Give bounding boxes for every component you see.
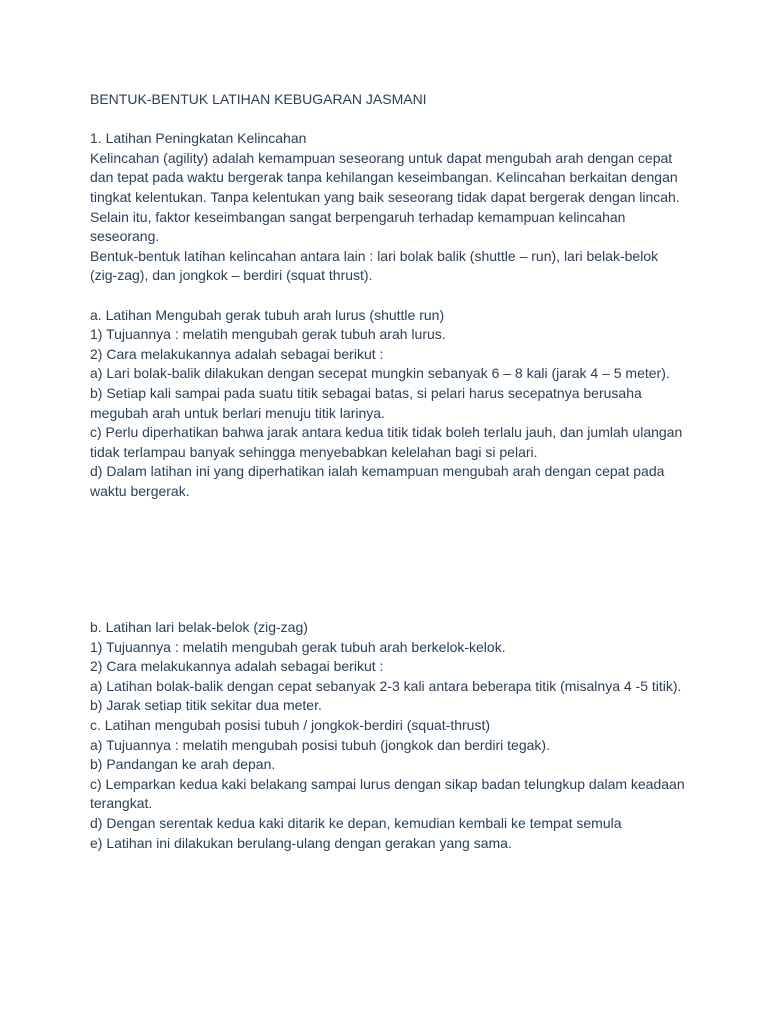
paragraph-line: Kelincahan (agility) adalah kemampuan seseorang untuk dapat mengubah arah dengan cepat [90, 149, 673, 166]
blank-line [90, 286, 730, 306]
list-line: d) Dalam latihan ini yang diperhatikan ialah kemampuan mengubah arah dengan cepat pada [90, 463, 665, 480]
section-a-heading: a. Latihan Mengubah gerak tubuh arah lurus (shuttle run) [90, 306, 445, 323]
list-line: b) Pandangan ke arah depan. [90, 756, 276, 773]
document-title: BENTUK-BENTUK LATIHAN KEBUGARAN JASMANI [90, 91, 427, 107]
list-line: d) Dengan serentak kedua kaki ditarik ke depan, kemudian kembali ke tempat semula [90, 814, 622, 831]
paragraph-line: Selain itu, faktor keseimbangan sangat berpengaruh terhadap kemampuan kelincahan [90, 208, 626, 225]
list-line: tidak terlampau banyak sehingga menyebabkan kelelahan bagi si pelari. [90, 443, 538, 460]
list-line: c) Perlu diperhatikan bahwa jarak antara kedua titik tidak boleh terlalu jauh, dan jumlah ulangan [90, 424, 683, 441]
section-c-heading: c. Latihan mengubah posisi tubuh / jongkok-berdiri (squat-thrust) [90, 716, 490, 733]
list-line: waktu bergerak. [90, 482, 190, 499]
list-line: c) Lemparkan kedua kaki belakang sampai lurus dengan sikap badan telungkup dalam keadaan [90, 775, 685, 792]
list-line: b) Setiap kali sampai pada suatu titik sebagai batas, si pelari harus secepatnya berusaha [90, 384, 642, 401]
list-line: a) Latihan bolak-balik dengan cepat sebanyak 2-3 kali antara beberapa titik (misalnya 4 -5 titik). [90, 677, 682, 694]
paragraph-line: (zig-zag), dan jongkok – berdiri (squat thrust). [90, 267, 373, 284]
list-line: terangkat. [90, 795, 153, 812]
list-line: 2) Cara melakukannya adalah sebagai berikut : [90, 658, 384, 675]
list-line: megubah arah untuk berlari menuju titik larinya. [90, 404, 385, 421]
paragraph-line: seseorang. [90, 228, 160, 245]
paragraph-line: tingkat kelentukan. Tanpa kelentukan yang baik seseorang tidak dapat bergerak dengan lincah. [90, 188, 680, 205]
paragraph-line: dan tepat pada waktu bergerak tanpa kehilangan keseimbangan. Kelincahan berkaitan dengan [90, 169, 678, 186]
section-1-heading: 1. Latihan Peningkatan Kelincahan [90, 130, 307, 147]
list-line: a) Lari bolak-balik dilakukan dengan secepat mungkin sebanyak 6 – 8 kali (jarak 4 – 5 meter). [90, 365, 670, 382]
list-line: 2) Cara melakukannya adalah sebagai berikut : [90, 345, 384, 362]
blank-line [90, 110, 730, 130]
paragraph-line: Bentuk-bentuk latihan kelincahan antara lain : lari bolak balik (shuttle – run), lari belak-belok [90, 247, 659, 264]
list-line: a) Tujuannya : melatih mengubah posisi tubuh (jongkok dan berdiri tegak). [90, 736, 550, 753]
list-line: e) Latihan ini dilakukan berulang-ulang dengan gerakan yang sama. [90, 834, 512, 851]
document-body-bottom [90, 618, 730, 853]
list-line: b) Jarak setiap titik sekitar dua meter. [90, 697, 322, 714]
list-line: 1) Tujuannya : melatih mengubah gerak tubuh arah berkelok-kelok. [90, 638, 506, 655]
section-b-heading: b. Latihan lari belak-belok (zig-zag) [90, 619, 308, 635]
document-body-top [90, 90, 730, 501]
list-line: 1) Tujuannya : melatih mengubah gerak tubuh arah lurus. [90, 326, 446, 343]
